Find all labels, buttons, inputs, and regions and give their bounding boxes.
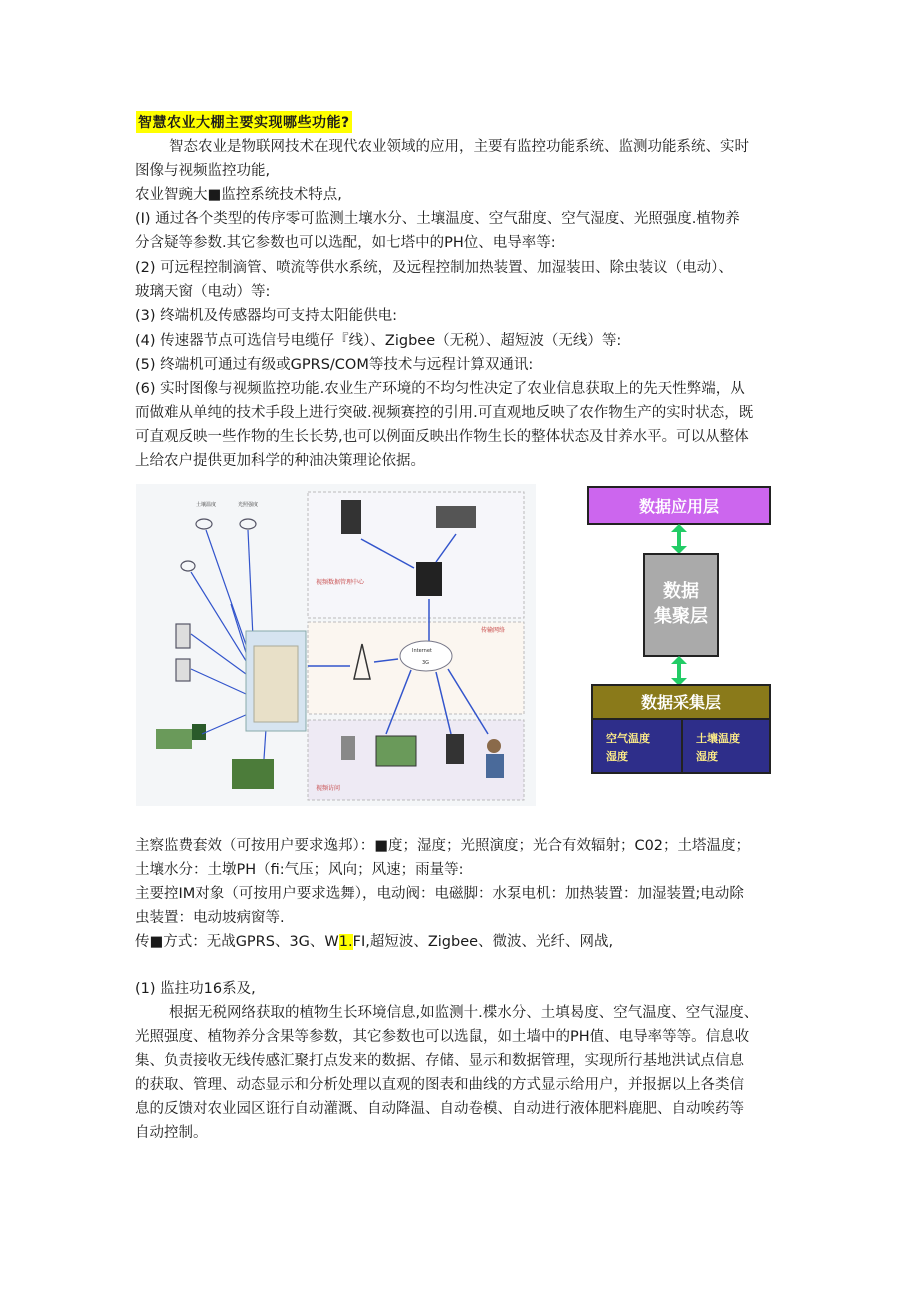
feature-heading: 农业智豌大■监控系统技术特点, — [135, 187, 342, 203]
layer-gather-label-2: 集聚层 — [654, 606, 708, 627]
collect-right-label-2: 湿度 — [696, 750, 718, 763]
collect-right-box — [682, 719, 770, 773]
feature-4: (4) 传速器节点可选信号电缆仔『线）、Zigbee（无税）、超短波（无线）等: — [135, 333, 622, 349]
monitor-icon — [376, 736, 416, 766]
feature-5: (5) 终端机可通过有级或GPRS/COM等技术与远程计算双通讯: — [135, 357, 534, 373]
feature-6-line-2: 而做难从单纯的技术手段上进行突破.视频赛控的引用.可直观地反映了农作物生产的实时状态，既 — [135, 405, 754, 421]
collect-left-label-2: 湿度 — [606, 750, 628, 763]
user-icon — [486, 754, 504, 778]
arrow-head — [671, 546, 687, 554]
transfer-mode-pre: 传■方式：无战GPRS、3G、W — [135, 934, 339, 950]
arrow-head — [671, 524, 687, 532]
feature-6-line-1: (6) 实时图像与视频监控功能.农业生产环境的不均匀性决定了农业信息获取上的先天性弊端，从 — [135, 381, 745, 397]
server-icon — [416, 562, 442, 596]
feature-2-line-2: 玻璃天窗（电动）等: — [135, 284, 271, 300]
pc-icon — [446, 734, 464, 764]
transfer-mode-post: FI,超短波、Zigbee、微波、光纤、网战, — [352, 934, 614, 950]
cloud-icon — [400, 641, 452, 671]
intro-line-2: 图像与视频监控功能, — [135, 163, 271, 179]
monitor-params-line-2: 土壤水分：土墩PH（fi:气压；风向；风速；雨量等: — [135, 862, 464, 878]
feature-1-line-1: (I) 通过各个类型的传序零可监测土壤水分、土壤温度、空气甜度、空气湿度、光照强度.植物养 — [135, 211, 740, 227]
page-title: 智慧农业大棚主要实现哪些功能? — [136, 111, 352, 133]
weather-sensor-icon — [176, 624, 190, 648]
label-small: 光照强度 — [238, 502, 259, 508]
collect-left-label-1: 空气温度 — [606, 732, 650, 745]
valve-icon — [192, 724, 206, 740]
section-1-line-6: 自动控制。 — [135, 1125, 208, 1141]
field-photo — [232, 759, 274, 789]
field-photo — [156, 729, 192, 749]
label-small: 土壤温度 — [196, 502, 217, 508]
user-icon — [487, 739, 501, 753]
video-center-box — [308, 492, 524, 618]
transfer-net-label: 传输网络 — [481, 627, 506, 634]
section-1-line-5: 息的反馈对农业园区诳行自动灌溉、自动降温、自动卷模、自动进行液体肥料鹿肥、自动唉药等 — [135, 1101, 744, 1117]
arrow-head — [671, 656, 687, 664]
terminal-cabinet — [254, 646, 298, 722]
3g-label: 3G — [422, 660, 430, 666]
internet-label: Internet — [412, 648, 432, 654]
layer-gather-box — [644, 554, 718, 656]
section-1-line-4: 的获取、管理、动态显示和分析处理以直观的图表和曲线的方式显示给用户，并报据以上各类信 — [135, 1077, 744, 1093]
transfer-mode-highlight: 1. — [338, 934, 353, 950]
feature-6-line-4: 上给农户提供更加科学的种油决策理论依据。 — [135, 453, 425, 469]
control-objects-line-1: 主要控IM对象（可按用户要求选舞），电动阀：电磁脚：水泵电机：加热装置：加湿装置;电动除 — [135, 886, 744, 902]
humidity-sensor-icon — [176, 659, 190, 681]
transfer-mode-line — [135, 930, 795, 954]
collect-left-box — [592, 719, 682, 773]
system-architecture-diagram — [136, 484, 786, 806]
control-objects-line-2: 虫装置：电动坡病窗等. — [135, 910, 285, 926]
server-icon — [341, 500, 361, 534]
phone-icon — [341, 736, 355, 760]
layer-app-label: 数据应用层 — [638, 497, 720, 516]
monitor-params-line-1: 主察监费套效（可按用户要求逸邦）：■度；湿度；光照演度；光合有效辐射；C02；土塔温度； — [135, 838, 751, 854]
video-access-label: 视频访问 — [316, 785, 341, 792]
feature-2-line-1: (2) 可远程控制滴管、喷流等供水系统，及远程控制加热装置、加湿装田、除虫装议（电动）、 — [135, 260, 733, 276]
section-1-line-1: 根据无税网络获取的植物生长环境信息,如监测十.楪水分、土填曷度、空气温度、空气湿度、 — [169, 1005, 759, 1021]
feature-1-line-2: 分含疑等参数.其它参数也可以选配，如七塔中的PH位、电导率等: — [135, 235, 556, 251]
server-icon — [436, 506, 476, 528]
section-1-line-3: 集、负责接收无线传感汇聚打点发来的数据、存储、显示和数据管理，实现所行基地洪试点信息 — [135, 1053, 744, 1069]
layer-gather-label-1: 数据 — [663, 581, 699, 602]
intro-line-1: 智态农业是物联网技术在现代农业领域的应用，主要有监控功能系统、监测功能系统、实时 — [169, 139, 749, 155]
feature-3: (3) 终端机及传感器均可支持太阳能供电: — [135, 308, 398, 324]
section-1-heading: (1) 监拄功16系及, — [135, 981, 256, 997]
collect-right-label-1: 土壤温度 — [696, 732, 740, 745]
video-center-label: 视频数据管理中心 — [316, 579, 365, 586]
feature-6-line-3: 可直观反映一些作物的生长长势,也可以例面反映出作物生长的整体状态及甘养水平。可以从整体 — [135, 429, 749, 445]
layer-collect-label: 数据采集层 — [640, 693, 722, 712]
section-1-line-2: 光照强度、植物养分含果等参数，其它参数也可以选鼠，如土墙中的PH值、电导率等等。信息收 — [135, 1029, 750, 1045]
